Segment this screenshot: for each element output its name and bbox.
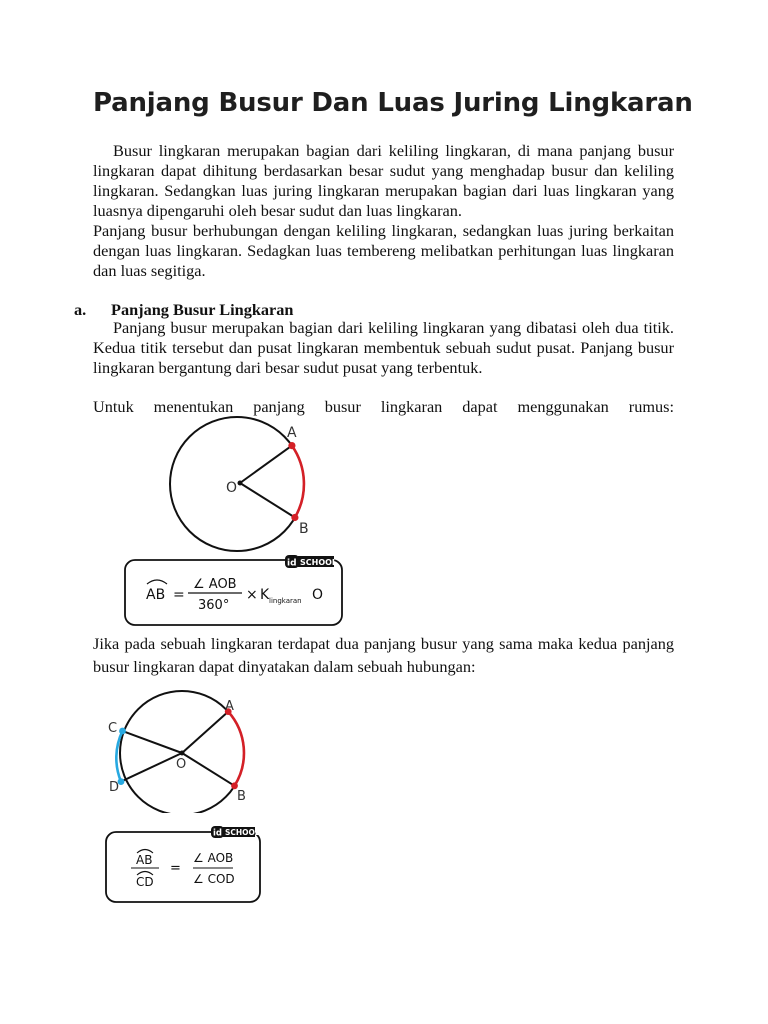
section-a-paragraph-2: Untuk menentukan panjang busur lingkaran dapat menggunakan rumus:: [93, 397, 674, 416]
segment-od: [121, 753, 182, 782]
section-a-label: a.: [74, 300, 87, 319]
arc-ab: [228, 712, 244, 786]
logo-id-text: id: [213, 828, 222, 839]
formula2-arc-bottom: CD: [136, 875, 154, 889]
intro-paragraph-2: Panjang busur berhubungan dengan keliling lingkaran, sedangkan luas juring berkaitan dengan luas lingkaran. Sedagkan luas tembereng melibatkan perhitungan luas lingkaran dan luas segitiga.: [93, 221, 674, 280]
radius-ob: [240, 483, 295, 518]
point-d-label: D: [109, 780, 120, 795]
formula1-k: K: [260, 587, 270, 603]
point-a-dot: [288, 442, 295, 449]
formula1-equals: =: [173, 587, 185, 603]
segment-oc: [123, 731, 183, 753]
formula-arc-ratio: [103, 822, 265, 906]
relation-paragraph: Jika pada sebuah lingkaran terdapat dua panjang busur yang sama maka kedua panjang busur lingkaran dapat dinyatakan dalam sebuah hubungan:: [93, 634, 674, 676]
formula-arc-length: [122, 553, 348, 629]
logo-school-text: SCHOOL: [225, 828, 260, 837]
formula2-equals: =: [170, 861, 181, 876]
segment-ob: [182, 753, 235, 786]
section-a-heading: [74, 300, 293, 320]
center-dot: [180, 751, 185, 756]
formula2-arc-top: AB: [136, 853, 153, 867]
radius-oa: [240, 446, 292, 483]
formula1-arc-label: AB: [146, 587, 166, 603]
figure-arcs-ab-cd: [100, 688, 270, 813]
section-a-paragraph-1: Panjang busur merupakan bagian dari keliling lingkaran yang dibatasi oleh dua titik. Kedua titik tersebut dan pusat lingkaran membentuk sebuah sudut pusat. Panjang busur lingkaran bergantung dari besar sudut pusat yang terbentuk.: [93, 318, 674, 377]
section-a-title: Panjang Busur Lingkaran: [111, 300, 294, 319]
arc-ab: [292, 446, 304, 518]
logo-school-text: SCHOOL: [300, 558, 338, 567]
point-c-label: C: [108, 721, 118, 736]
center-dot: [238, 481, 243, 486]
formula1-denominator: 360°: [198, 598, 230, 613]
formula2-denominator: ∠ COD: [193, 872, 235, 886]
intro-paragraph-1: Busur lingkaran merupakan bagian dari keliling lingkaran, di mana panjang busur lingkaran dapat dihitung berdasarkan besar sudut yang menghadap busur dan keliling lingkaran. Sedangkan luas juring lingkaran merupakan bagian dari luas lingkaran yang luasnya dipengaruhi oleh besar sudut dan luas lingkaran.: [93, 141, 674, 220]
formula1-times: ×: [246, 587, 258, 603]
figure-arc-ab: [160, 415, 330, 555]
point-b-label: B: [237, 789, 246, 804]
point-b-label: B: [299, 521, 309, 537]
point-c-dot: [119, 728, 126, 735]
point-a-label: A: [225, 699, 234, 714]
point-b-dot: [291, 514, 298, 521]
center-label: O: [176, 757, 187, 772]
formula1-o: O: [312, 587, 324, 603]
center-label: O: [226, 480, 238, 496]
formula2-box: [106, 832, 260, 902]
page-title: Panjang Busur Dan Luas Juring Lingkaran: [93, 88, 693, 118]
formula2-numerator: ∠ AOB: [193, 851, 234, 865]
logo-id-text: id: [287, 558, 297, 569]
point-a-label: A: [287, 425, 297, 441]
formula1-numerator: ∠ AOB: [193, 577, 237, 592]
segment-oa: [182, 712, 228, 753]
formula1-k-subscript: lingkaran: [269, 597, 302, 605]
formula2-frame: [106, 826, 260, 902]
